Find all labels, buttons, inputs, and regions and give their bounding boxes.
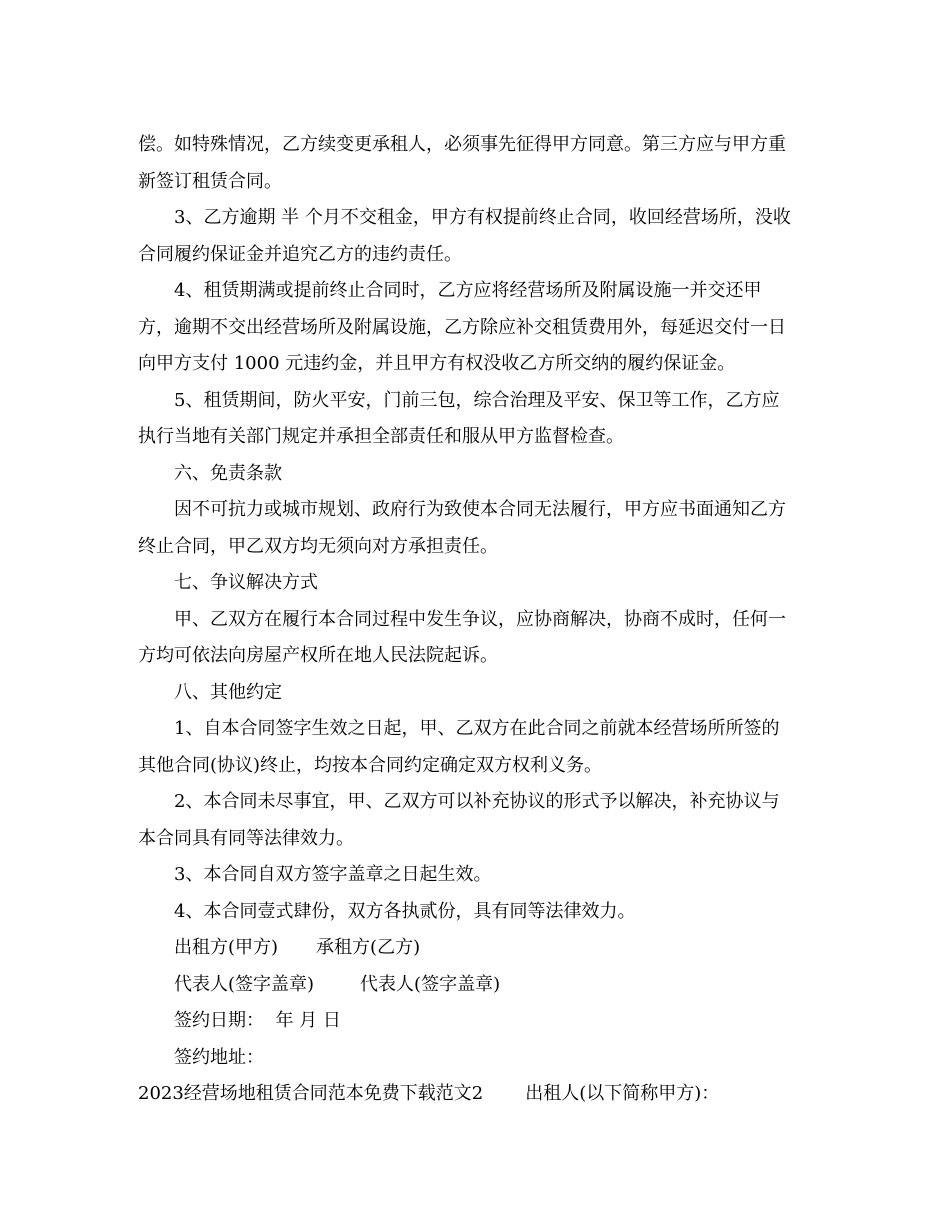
- text-line: 新签订租赁合同。: [138, 170, 282, 192]
- clause-3: 3、乙方逾期 半 个月不交租金，甲方有权提前终止合同，收回经营场所，没收: [174, 207, 791, 228]
- section-heading-dispute: 七、争议解决方式: [174, 572, 318, 593]
- text-line: 向甲方支付 1000 元违约金，并且甲方有权没收乙方所交纳的履约保证金。: [138, 353, 736, 374]
- next-document-lessor: 出租人(以下简称甲方)：: [525, 1083, 720, 1104]
- text-line: 方，逾期不交出经营场所及附属设施，乙方除应补交租赁费用外，每延迟交付一日: [138, 316, 786, 338]
- clause-2: 2、本合同未尽事宜，甲、乙双方可以补充协议的形式予以解决，补充协议与: [174, 791, 780, 812]
- signature-parties-row: [138, 930, 813, 967]
- text-line: 甲、乙双方在履行本合同过程中发生争议，应协商解决，协商不成时，任何一: [174, 608, 786, 630]
- section-heading-other: 八、其他约定: [174, 681, 282, 703]
- text-line: 本合同具有同等法律效力。: [138, 827, 354, 849]
- representative-a-label: 代表人(签字盖章): [174, 973, 315, 995]
- text-line: 方均可依法向房屋产权所在地人民法院起诉。: [138, 645, 498, 666]
- signature-representative-row: [138, 967, 813, 1004]
- representative-b-label: 代表人(签字盖章): [360, 973, 501, 995]
- text-line: 终止合同，甲乙双方均无须向对方承担责任。: [138, 535, 498, 557]
- lessor-label: 出租方(甲方): [174, 937, 279, 958]
- clause-3-effective: 3、本合同自双方签字盖章之日起生效。: [174, 864, 492, 885]
- next-document-heading: [138, 1076, 813, 1113]
- clause-4-copies: 4、本合同壹式肆份，双方各执贰份，具有同等法律效力。: [174, 900, 636, 922]
- next-document-title: 2023经营场地租赁合同范本免费下载范文2: [138, 1083, 484, 1104]
- text-line: 其他合同(协议)终止，均按本合同约定确定双方权利义务。: [138, 754, 603, 776]
- text-line: 因不可抗力或城市规划、政府行为致使本合同无法履行，甲方应书面通知乙方: [174, 499, 786, 520]
- text-line: 合同履约保证金并追究乙方的违约责任。: [138, 243, 462, 265]
- text-line: 执行当地有关部门规定并承担全部责任和服从甲方监督检查。: [138, 426, 624, 447]
- clause-5: 5、租赁期间，防火平安，门前三包，综合治理及平安、保卫等工作，乙方应: [174, 389, 780, 411]
- document-body: [138, 127, 813, 1113]
- clause-1: 1、自本合同签字生效之日起，甲、乙双方在此合同之前就本经营场所所签的: [174, 718, 780, 739]
- signing-place: 签约地址：: [174, 1046, 264, 1068]
- text-line: 偿。如特殊情况，乙方续变更承租人，必须事先征得甲方同意。第三方应与甲方重: [138, 134, 786, 155]
- lessee-label: 承租方(乙方): [316, 937, 421, 958]
- section-heading-exemption: 六、免责条款: [174, 462, 282, 484]
- clause-4: 4、租赁期满或提前终止合同时，乙方应将经营场所及附属设施一并交还甲: [174, 280, 762, 301]
- signing-date: 签约日期： 年 月 日: [174, 1010, 341, 1031]
